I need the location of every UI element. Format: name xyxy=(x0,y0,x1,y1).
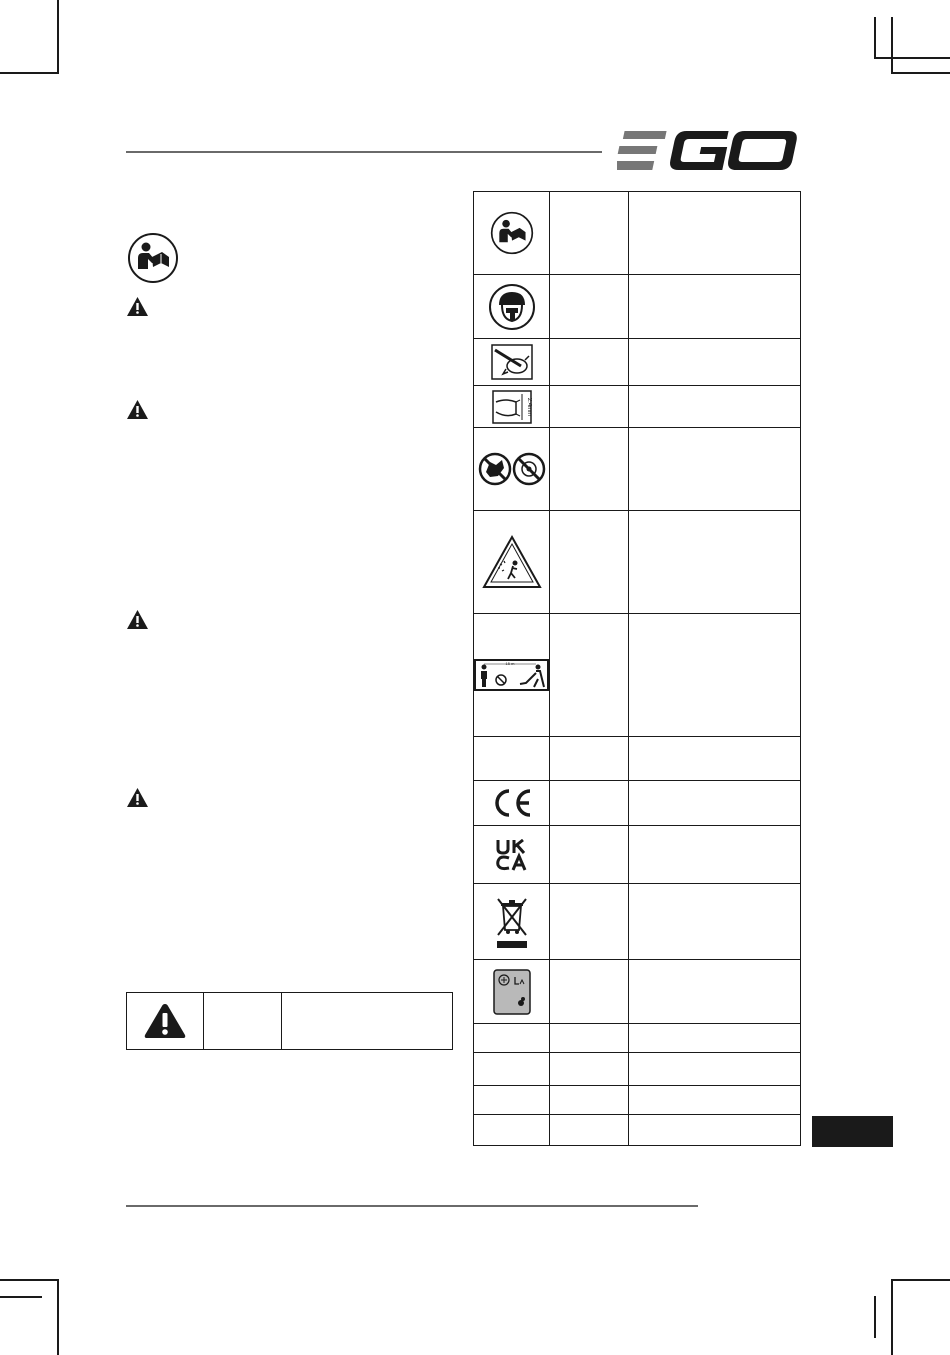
symbol-cell xyxy=(474,737,550,781)
symbol-cell xyxy=(474,386,550,428)
table-row xyxy=(474,275,801,339)
crop-mark xyxy=(891,72,950,74)
table-row xyxy=(474,192,801,275)
table-row xyxy=(474,1024,801,1053)
read-manual-icon xyxy=(490,211,534,255)
table-row xyxy=(127,993,453,1050)
symbol-description xyxy=(629,737,801,781)
symbol-name xyxy=(550,826,629,884)
symbol-cell xyxy=(474,884,550,960)
symbol-description xyxy=(629,511,801,614)
symbol-cell xyxy=(474,339,550,386)
header-rule xyxy=(126,151,602,153)
head-protection-icon xyxy=(488,283,536,331)
table-row xyxy=(474,339,801,386)
crop-mark xyxy=(874,57,950,59)
table-row xyxy=(474,960,801,1024)
symbol-name xyxy=(550,192,629,275)
symbol-name xyxy=(550,781,629,826)
symbol-description xyxy=(629,884,801,960)
symbol-name xyxy=(550,1086,629,1115)
bystander-distance-icon xyxy=(474,659,549,691)
symbol-description xyxy=(629,1115,801,1146)
crop-mark xyxy=(891,1279,950,1281)
read-manual-icon xyxy=(127,232,179,284)
table-row xyxy=(474,884,801,960)
crop-mark xyxy=(891,1279,893,1355)
symbol-description xyxy=(629,614,801,737)
symbol-name xyxy=(550,1115,629,1146)
symbol-description xyxy=(629,1053,801,1086)
page-tab xyxy=(812,1116,893,1147)
table-row xyxy=(474,614,801,737)
symbol-cell xyxy=(474,192,550,275)
signal-icon-cell xyxy=(127,993,204,1050)
symbol-description xyxy=(629,1086,801,1115)
thrown-objects-icon xyxy=(482,534,542,590)
symbol-name xyxy=(550,386,629,428)
no-metal-blades-icon xyxy=(478,452,546,486)
symbol-cell xyxy=(474,781,550,826)
symbol-name xyxy=(550,960,629,1024)
ce-mark-icon xyxy=(490,787,534,819)
symbol-description xyxy=(629,192,801,275)
footer-rule xyxy=(126,1205,698,1207)
crop-mark xyxy=(57,1279,59,1355)
symbol-name xyxy=(550,511,629,614)
table-row xyxy=(474,1086,801,1115)
symbol-name xyxy=(550,339,629,386)
symbol-description xyxy=(629,386,801,428)
rotation-direction-icon xyxy=(491,344,533,380)
symbol-cell xyxy=(474,511,550,614)
table-row xyxy=(474,428,801,511)
table-row xyxy=(474,781,801,826)
table-row xyxy=(474,1115,801,1146)
table-row xyxy=(474,511,801,614)
symbol-name xyxy=(550,614,629,737)
svg-text:15 m: 15 m xyxy=(505,661,515,666)
sound-power-icon xyxy=(493,969,531,1015)
symbol-name xyxy=(550,1053,629,1086)
symbol-description xyxy=(629,428,801,511)
crop-mark xyxy=(0,1279,59,1281)
symbol-cell xyxy=(474,275,550,339)
symbol-cell xyxy=(474,960,550,1024)
symbol-cell xyxy=(474,614,550,737)
table-row xyxy=(474,386,801,428)
warning-triangle-icon xyxy=(126,399,149,420)
signal-word-cell xyxy=(204,993,282,1050)
symbol-name xyxy=(550,275,629,339)
safety-alert-icon xyxy=(143,1002,187,1040)
symbol-cell xyxy=(474,1115,550,1146)
signal-meaning-cell xyxy=(282,993,453,1050)
symbol-description xyxy=(629,826,801,884)
crop-mark xyxy=(891,17,893,74)
symbol-description xyxy=(629,781,801,826)
crop-mark xyxy=(0,1296,42,1298)
symbol-name xyxy=(550,737,629,781)
symbol-name xyxy=(550,1024,629,1053)
crop-mark xyxy=(0,72,59,74)
warning-triangle-icon xyxy=(126,609,149,630)
table-row xyxy=(474,1053,801,1086)
symbols-table xyxy=(473,191,801,1146)
table-row xyxy=(474,826,801,884)
symbol-description xyxy=(629,960,801,1024)
symbol-name xyxy=(550,428,629,511)
signal-word-table xyxy=(126,992,453,1050)
ego-logo xyxy=(617,129,800,172)
svg-text:2.4mm: 2.4mm xyxy=(525,397,532,416)
symbol-cell xyxy=(474,826,550,884)
ukca-mark-icon xyxy=(495,839,529,871)
warning-triangle-icon xyxy=(126,787,149,808)
warning-triangle-icon xyxy=(126,296,149,317)
symbol-cell xyxy=(474,428,550,511)
symbol-name xyxy=(550,884,629,960)
table-row xyxy=(474,737,801,781)
symbol-description xyxy=(629,339,801,386)
symbol-cell xyxy=(474,1024,550,1053)
symbol-description xyxy=(629,275,801,339)
symbol-cell xyxy=(474,1053,550,1086)
crop-mark xyxy=(57,0,59,74)
symbol-cell xyxy=(474,1086,550,1115)
line-diameter-icon xyxy=(492,390,532,424)
symbol-description xyxy=(629,1024,801,1053)
crop-mark xyxy=(874,1296,876,1338)
weee-bin-icon xyxy=(494,894,530,950)
crop-mark xyxy=(874,17,876,59)
